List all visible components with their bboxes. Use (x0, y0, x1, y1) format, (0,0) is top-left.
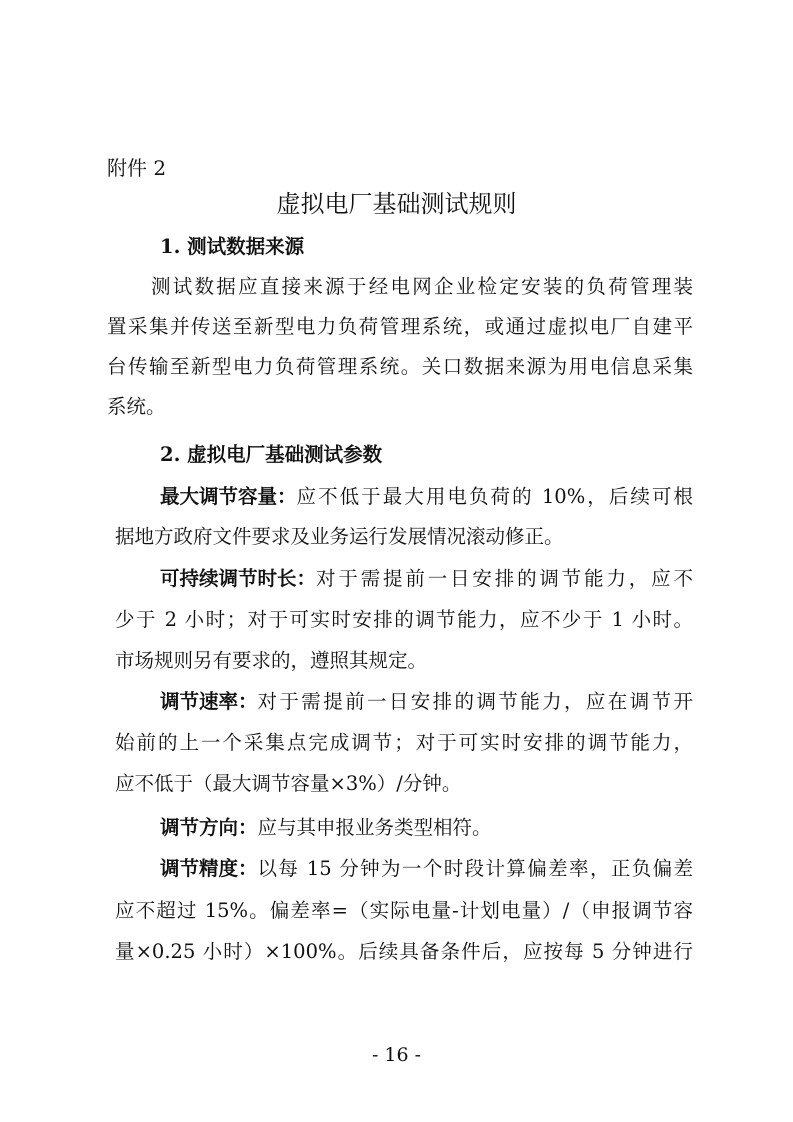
term-rate: 调节速率： (160, 690, 258, 713)
paragraph-line: 市场规则另有要求的，遵照其规定。 (115, 649, 428, 672)
page-number: - 16 - (371, 1044, 422, 1066)
document-title: 虚拟电厂基础测试规则 (276, 190, 517, 218)
section-heading-data-source: 1. 测试数据来源 (160, 235, 305, 258)
accuracy-first-line (160, 853, 693, 881)
duration-first-line (160, 563, 693, 591)
paragraph-line: 应不超过 15%。偏差率=（实际电量-计划电量）/（申报调节容 (115, 899, 693, 922)
direction-line (160, 812, 492, 840)
paragraph-line: 台传输至新型电力负荷管理系统。关口数据来源为用电信息采集 (107, 355, 693, 378)
term-max-capacity: 最大调节容量： (160, 485, 297, 508)
section-heading-basic-params: 2. 虚拟电厂基础测试参数 (160, 443, 383, 466)
paragraph-line: 应不低于（最大调节容量×3%）/分钟。 (115, 772, 462, 795)
paragraph-line: 量×0.25 小时）×100%。后续具备条件后，应按每 5 分钟进行 (115, 940, 693, 963)
term-accuracy: 调节精度： (160, 857, 258, 880)
paragraph-line: 据地方政府文件要求及业务运行发展情况滚动修正。 (115, 525, 564, 548)
paragraph-line: 对于需提前一日安排的调节能力，应不 (316, 567, 693, 590)
paragraph-text: 应与其申报业务类型相符。 (257, 816, 492, 839)
paragraph-line: 测试数据应直接来源于经电网企业检定安装的负荷管理装 (151, 275, 693, 298)
paragraph-line: 应不低于最大用电负荷的 10%，后续可根 (296, 485, 693, 508)
paragraph-line: 对于需提前一日安排的调节能力，应在调节开 (257, 690, 693, 713)
term-duration: 可持续调节时长： (160, 567, 317, 590)
paragraph-line: 少于 2 小时；对于可实时安排的调节能力，应不少于 1 小时。 (115, 608, 693, 631)
paragraph-line: 以每 15 分钟为一个时段计算偏差率，正负偏差 (257, 857, 693, 880)
paragraph-line: 系统。 (107, 395, 166, 418)
max-capacity-first-line (160, 481, 693, 509)
term-direction: 调节方向： (160, 816, 258, 839)
paragraph-line: 始前的上一个采集点完成调节；对于可实时安排的调节能力， (115, 731, 693, 754)
rate-first-line (160, 686, 693, 714)
attachment-label: 附件 2 (107, 156, 167, 180)
paragraph-line: 置采集并传送至新型电力负荷管理系统，或通过虚拟电厂自建平 (107, 315, 693, 338)
